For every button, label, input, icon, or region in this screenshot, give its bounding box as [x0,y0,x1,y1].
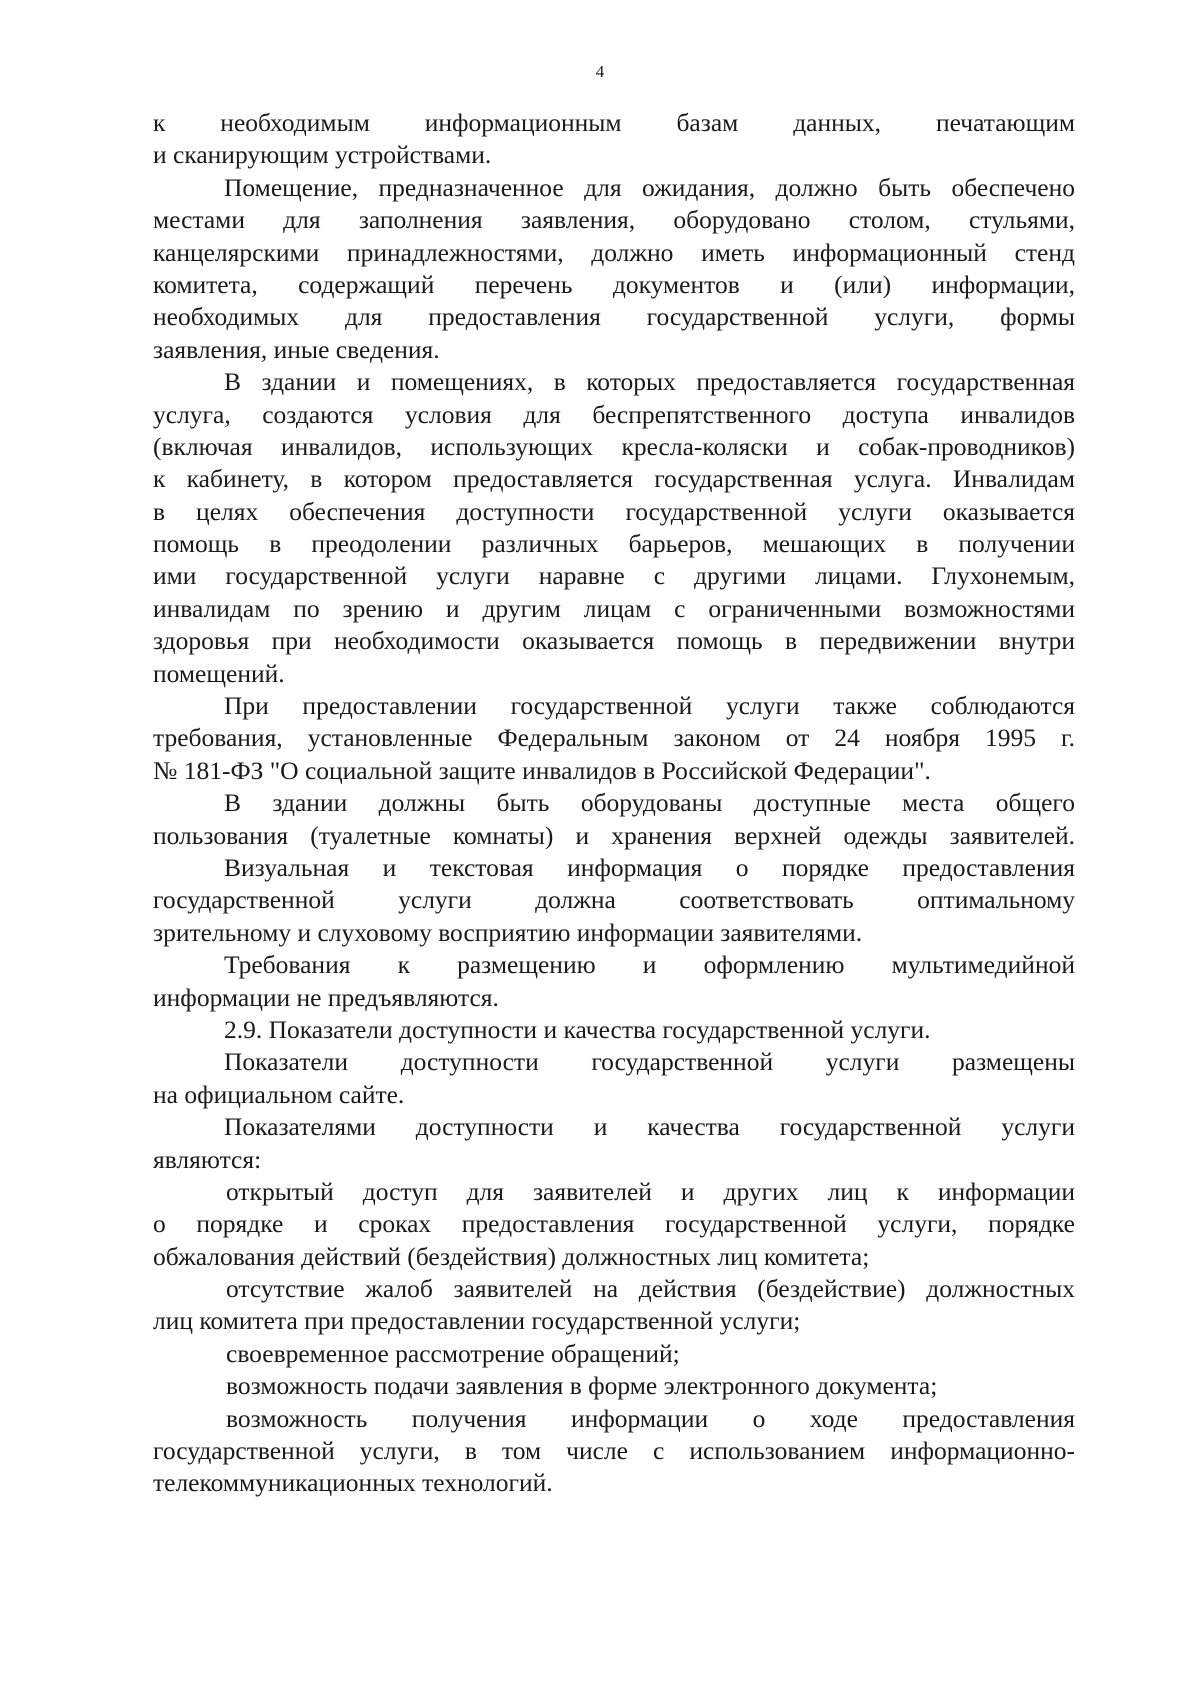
list-item-line: открытый доступ для заявителей и других лиц к информации [226,1176,1075,1206]
list-item-line: о порядке и сроках предоставления государственной услуги, порядке [153,1209,1075,1239]
text-line: комитета, содержащий перечень документов и (или) информации, [153,269,1075,299]
text-line: зрительному и слуховому восприятию информации заявителями. [153,917,863,947]
text-line: требования, установленные Федеральным законом от 24 ноября 1995 г. [153,723,1075,753]
text-line: услуга, создаются условия для беспрепятственного доступа инвалидов [153,399,1075,429]
text-line: ими государственной услуги наравне с другими лицами. Глухонемым, [153,561,1075,591]
text-line: местами для заполнения заявления, оборудовано столом, стульями, [153,205,1075,235]
list-item-line: возможность подачи заявления в форме электронного документа; [226,1371,938,1401]
text-line: помещений. [153,658,285,688]
list-item-line: лиц комитета при предоставлении государственной услуги; [153,1306,801,1336]
list-item-line: обжалования действий (бездействия) должностных лиц комитета; [153,1241,870,1271]
text-line: Показателями доступности и качества государственной услуги [224,1112,1075,1142]
text-line: В здании должны быть оборудованы доступные места общего [224,788,1075,818]
text-line: При предоставлении государственной услуги также соблюдаются [224,691,1075,721]
text-line: заявления, иные сведения. [153,334,440,364]
list-item-line: телекоммуникационных технологий. [153,1468,553,1498]
text-line: в целях обеспечения доступности государственной услуги оказывается [153,496,1075,526]
document-body [153,107,1075,1500]
text-line: государственной услуги должна соответствовать оптимальному [153,885,1075,915]
text-line: к кабинету, в котором предоставляется государственная услуга. Инвалидам [153,464,1075,494]
text-line: к необходимым информационным базам данных, печатающим [153,108,1075,137]
section-heading: 2.9. Показатели доступности и качества государственной услуги. [224,1014,931,1044]
text-line: помощь в преодолении различных барьеров, мешающих в получении [153,529,1075,559]
text-line: Требования к размещению и оформлению мультимедийной [224,950,1075,980]
text-line: В здании и помещениях, в которых предоставляется государственная [224,367,1075,397]
text-line: и сканирующим устройствами. [153,140,492,170]
list-item-line: отсутствие жалоб заявителей на действия (бездействие) должностных [226,1274,1075,1304]
text-line: являются: [153,1144,262,1174]
text-line: Показатели доступности государственной услуги размещены [224,1047,1075,1077]
text-line: инвалидам по зрению и другим лицам с ограниченными возможностями [153,593,1075,623]
text-line: на официальном сайте. [153,1079,405,1109]
text-line: Помещение, предназначенное для ожидания, должно быть обеспечено [224,172,1075,202]
text-line: пользования (туалетные комнаты) и хранения верхней одежды заявителей. [153,820,1075,850]
list-item-line: государственной услуги, в том числе с использованием информационно- [153,1436,1075,1466]
list-item-line: своевременное рассмотрение обращений; [226,1338,680,1368]
text-line: необходимых для предоставления государственной услуги, формы [153,302,1075,332]
text-line: Визуальная и текстовая информация о порядке предоставления [224,852,1075,882]
page-number: 4 [595,62,605,81]
text-line: информации не предъявляются. [153,982,499,1012]
text-line: № 181-ФЗ "О социальной защите инвалидов в Российской Федерации". [153,755,931,785]
text-line: канцелярскими принадлежностями, должно иметь информационный стенд [153,237,1075,267]
text-line: здоровья при необходимости оказывается помощь в передвижении внутри [153,626,1075,656]
list-item-line: возможность получения информации о ходе предоставления [226,1403,1075,1433]
text-line: (включая инвалидов, использующих кресла-коляски и собак-проводников) [153,431,1075,461]
